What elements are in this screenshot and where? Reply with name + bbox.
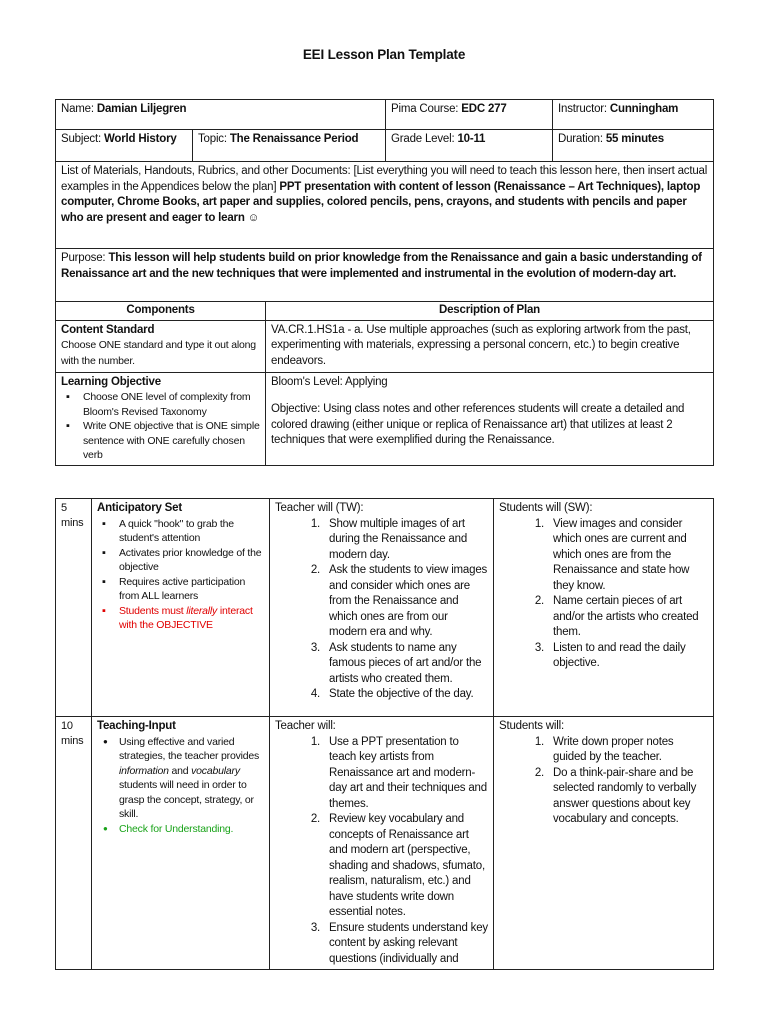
list-item: 3. Ask students to name any famous pieces of art and/or the artists who created them.	[323, 641, 488, 688]
content-standard-title: Content Standard	[61, 323, 155, 336]
materials-label: List of Materials, Handouts, Rubrics, and other Documents: [List everything you will need to teach this lesson here, then insert actual examples in the Appendices below the plan]	[61, 165, 708, 193]
instructor-cell: Instructor: Cunningham	[553, 100, 714, 130]
anticipatory-set-title: Anticipatory Set	[97, 502, 182, 514]
student-heading: Students will (SW):	[499, 502, 593, 514]
instructor-name: Cunningham	[609, 103, 679, 115]
teaching-input-bullets	[97, 735, 264, 837]
anticipatory-bullets	[97, 517, 264, 633]
components-table	[55, 301, 714, 466]
anticipatory-set-cell	[92, 499, 270, 717]
objective-text: Objective: Using class notes and other references students will create a detailed and colored drawing (either unique or replica of Renaissance art) that utilizes at least 2 techniques that were exemplified during the Renaissance.	[271, 403, 685, 446]
student-heading: Students will:	[499, 720, 564, 732]
list-item: 1. View images and consider which ones are current and which ones are from the Renaissance and state how they know.	[547, 517, 708, 595]
course-cell: Pima Course: EDC 277	[386, 100, 553, 130]
list-item: 2. Ask the students to view images and consider which ones are from the Renaissance and which ones are from our modern era and why.	[323, 563, 488, 641]
teacher-steps	[275, 735, 488, 968]
list-item: ▪ Write ONE objective that is ONE simple sentence with ONE carefully chosen verb	[83, 419, 260, 463]
list-item: ● Using effective and varied strategies, the teacher provides information and vocabulary students will need in order to grasp the concept, strategy, or skill.	[119, 735, 264, 822]
content-standard-description: VA.CR.1.HS1a - a. Use multiple approaches (such as exploring artwork from the past, experimenting with materials, expressing a personal concern, etc.) to begin creative endeavors.	[266, 320, 714, 372]
subject-cell: Subject: World History	[56, 130, 193, 162]
teacher-heading: Teacher will:	[275, 720, 336, 732]
subject-value: World History	[103, 133, 177, 145]
purpose-text: This lesson will help students build on prior knowledge from the Renaissance and gain a basic understanding of Renaissance art and the new techniques that were implemented and instrumental in the evolution of modern-day art.	[61, 252, 702, 280]
list-item: 3. Ensure students understand key content by asking relevant questions (individually and	[323, 921, 488, 968]
list-item: 3. Listen to and read the daily objective.	[547, 641, 708, 672]
learning-objective-row	[56, 372, 714, 465]
list-item: 2. Name certain pieces of art and/or the artists who created them.	[547, 594, 708, 641]
teaching-input-student-cell	[494, 717, 714, 970]
learning-objective-cell	[56, 372, 266, 465]
description-header: Description of Plan	[266, 302, 714, 321]
learning-objective-bullets	[61, 390, 260, 463]
teaching-input-title: Teaching-Input	[97, 720, 176, 732]
course-code: EDC 277	[461, 103, 507, 115]
list-item: ▪ A quick "hook" to grab the student's attention	[119, 517, 264, 546]
student-steps	[499, 735, 708, 828]
materials-row	[56, 162, 714, 249]
anticipatory-student-cell	[494, 499, 714, 717]
teacher-name: Damian Liljegren	[96, 103, 187, 115]
duration-value: 55 minutes	[605, 133, 664, 145]
materials-list: PPT presentation with content of lesson (Renaissance – Art Techniques), laptop computer, Chrome Books, art paper and supplies, colored pencils, pens, crayons, and students with pencils and paper who are present and eager to learn ☺	[61, 180, 701, 224]
teaching-input-teacher-cell	[270, 717, 494, 970]
teacher-heading: Teacher will (TW):	[275, 502, 364, 514]
content-standard-cell	[56, 320, 266, 372]
list-item: ▪ Activates prior knowledge of the objective	[119, 546, 264, 575]
lesson-info-table	[55, 99, 714, 302]
list-item: ▪ Choose ONE level of complexity from Bloom's Revised Taxonomy	[83, 390, 260, 419]
anticipatory-set-row	[56, 499, 714, 717]
list-item-highlight: ● Check for Understanding.	[119, 822, 264, 837]
list-item: 1. Write down proper notes guided by the teacher.	[547, 735, 708, 766]
grade-value: 10-11	[457, 133, 486, 145]
lesson-sequence-table	[55, 498, 714, 970]
list-item: 4. State the objective of the day.	[323, 687, 488, 703]
name-cell: Name: Damian Liljegren	[56, 100, 386, 130]
blooms-level: Bloom's Level: Applying	[271, 375, 388, 388]
duration-cell: Duration: 55 minutes	[553, 130, 714, 162]
document-title: EEI Lesson Plan Template	[302, 47, 466, 62]
purpose-row	[56, 249, 714, 302]
header-row-2	[56, 130, 714, 162]
topic-cell: Topic: The Renaissance Period	[193, 130, 386, 162]
materials-cell	[56, 162, 714, 249]
header-row-1	[56, 100, 714, 130]
teacher-steps	[275, 517, 488, 703]
list-item: ▪ Requires active participation from ALL learners	[119, 575, 264, 604]
topic-value: The Renaissance Period	[229, 133, 359, 145]
teaching-input-cell	[92, 717, 270, 970]
learning-objective-title: Learning Objective	[61, 375, 161, 388]
learning-objective-description	[266, 372, 714, 465]
list-item-highlight: ▪ Students must literally interact with the OBJECTIVE	[119, 604, 264, 633]
content-standard-hint: Choose ONE standard and type it out along with the number.	[61, 339, 256, 367]
student-steps	[499, 517, 708, 672]
anticipatory-time: 5 mins	[56, 499, 92, 717]
list-item: 2. Review key vocabulary and concepts of Renaissance art and modern art (perspective, shading and shadows, sfumato, realism, naturalism, etc.) and have students write down essential notes.	[323, 812, 488, 921]
purpose-label: Purpose:	[61, 252, 109, 264]
list-item: 1. Show multiple images of art during the Renaissance and modern day.	[323, 517, 488, 564]
content-standard-row	[56, 320, 714, 372]
list-item: 1. Use a PPT presentation to teach key artists from Renaissance art and modern-day art and their techniques and themes.	[323, 735, 488, 813]
teaching-input-row	[56, 717, 714, 970]
components-header: Components	[56, 302, 266, 321]
anticipatory-teacher-cell	[270, 499, 494, 717]
grade-cell: Grade Level: 10-11	[386, 130, 553, 162]
purpose-cell	[56, 249, 714, 302]
list-item: 2. Do a think-pair-share and be selected randomly to verbally answer questions about key vocabulary and concepts.	[547, 766, 708, 828]
teaching-input-time: 10 mins	[56, 717, 92, 970]
components-header-row	[56, 302, 714, 321]
